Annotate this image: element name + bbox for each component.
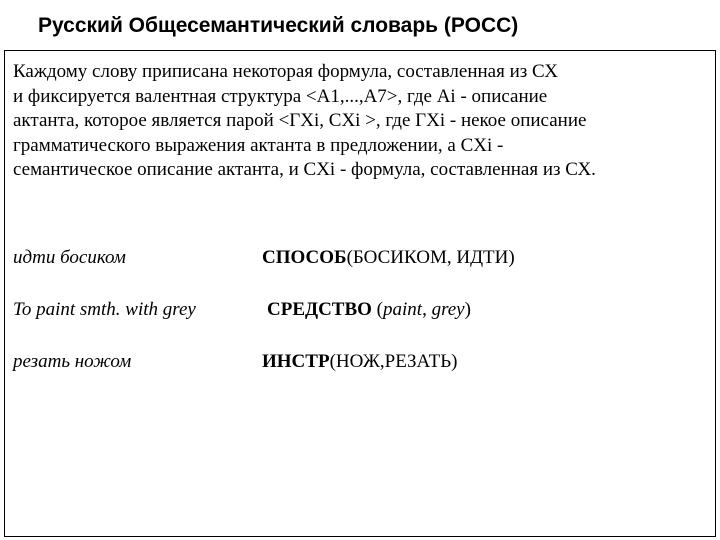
example-phrase-1 <box>13 247 126 269</box>
example-phrase-2 <box>13 299 196 321</box>
description-paragraph <box>13 60 713 183</box>
example-phrase-3 <box>13 351 131 373</box>
formula-arg1: paint <box>383 299 423 320</box>
formula-head: ИНСТР <box>262 351 330 372</box>
formula-head: СРЕДСТВО <box>267 299 372 320</box>
example-phrase-text: идти босиком <box>13 247 126 268</box>
example-formula-2 <box>267 299 471 321</box>
example-phrase-text: резать ножом <box>13 351 132 372</box>
formula-arg2: grey <box>431 299 465 320</box>
formula-args: (НОЖ,РЕЗАТЬ) <box>329 351 458 372</box>
formula-sep: , <box>422 299 432 320</box>
example-phrase-text: To paint smth. with grey <box>13 299 196 320</box>
paragraph-line: актанта, которое является парой <ГXi, СXi >, где ГXi - некое описание <box>13 110 587 131</box>
example-formula-3 <box>262 351 457 373</box>
paragraph-line: и фиксируется валентная структура <A1,...,A7>, где Ai - описание <box>13 85 548 107</box>
formula-open: ( <box>371 299 383 320</box>
formula-head: СПОСОБ <box>262 247 347 268</box>
example-formula-1 <box>262 247 515 269</box>
formula-args: (БОСИКОМ, ИДТИ) <box>346 247 515 268</box>
paragraph-line: грамматического выражения актанта в предложении, а СXi - <box>13 134 504 156</box>
paragraph-line: семантическое описание актанта, и СXi - формула, составленная из СХ. <box>13 159 596 180</box>
slide-title: Русский Общесемантический словарь (РОСС) <box>38 14 519 37</box>
paragraph-line: Каждому слову приписана некоторая формула, составленная из СХ <box>13 61 558 82</box>
formula-close: ) <box>464 299 471 320</box>
